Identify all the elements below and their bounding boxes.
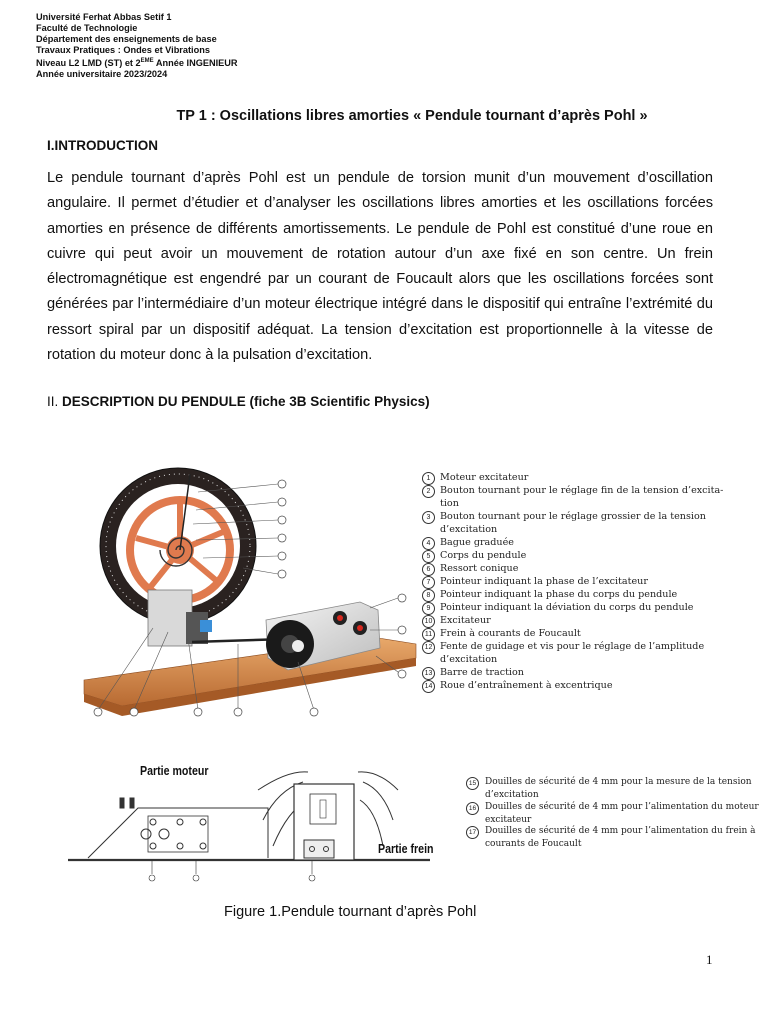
legend-number-badge: 14 bbox=[422, 680, 435, 693]
legend-number-badge: 17 bbox=[466, 826, 479, 839]
legend-text-continuation: excitateur bbox=[485, 814, 532, 825]
legend-text-continuation: d’excitation bbox=[485, 790, 539, 800]
legend-text: Excitateur bbox=[440, 614, 491, 626]
legend-item bbox=[422, 537, 723, 550]
document-title: TP 1 : Oscillations libres amorties « Pendule tournant d’après Pohl » bbox=[176, 108, 648, 124]
legend-text-continuation: d’excitation bbox=[440, 653, 498, 665]
legend-item bbox=[422, 680, 723, 693]
introduction-paragraph: Le pendule tournant d’après Pohl est un pendule de torsion munit d’un mouvement d’oscillation angulaire. Il permet d’étudier et d’analyser les oscillations libres amorties et les oscillations forcées amorties en présence de différents amortissements. Le pendule de Pohl est constitué d’une roue en cuivre qui peut avoir un mouvement de rotation autour d’un axe fixé en son centre. Un frein électromagnétique est engendré par un courant de Foucault alors que les oscillations forcées sont générées par l’intermédiaire d’un moteur électrique intégré dans le dispositif qui entraîne l’extrémité du ressort spiral par un dispositif adéquat. La tension d’excitation est proportionnelle à la vitesse de rotation du moteur donc à la pulsation d’excitation. bbox=[47, 170, 713, 364]
legend-number-badge: 9 bbox=[422, 602, 435, 615]
components-legend bbox=[422, 472, 723, 693]
legend-text: Douilles de sécurité de 4 mm pour l’alimentation du frein à bbox=[485, 826, 756, 837]
legend-text: Pointeur indiquant la déviation du corps du pendule bbox=[440, 601, 694, 613]
legend-number-badge: 5 bbox=[422, 550, 435, 563]
legend-text: Barre de traction bbox=[440, 666, 524, 678]
legend-text: Fente de guidage et vis pour le réglage de l’amplitude bbox=[440, 640, 705, 652]
level-line: Niveau L2 LMD (ST) et 2EME Année INGENIEUR bbox=[36, 58, 238, 69]
legend-text: Ressort conique bbox=[440, 562, 519, 574]
legend-text-continuation: courants de Foucault bbox=[485, 839, 582, 850]
legend-item bbox=[422, 472, 723, 485]
legend-item bbox=[422, 485, 723, 498]
legend-item bbox=[422, 589, 723, 602]
legend-number-badge: 10 bbox=[422, 615, 435, 628]
page-number: 1 bbox=[706, 952, 713, 967]
institution-header bbox=[36, 12, 238, 80]
legend-text: Bouton tournant pour le réglage fin de la tension d’excita- bbox=[440, 485, 724, 496]
brake-part-label: Partie frein bbox=[378, 842, 434, 856]
legend-item bbox=[466, 777, 759, 790]
legend-text: Bague graduée bbox=[440, 536, 514, 548]
legend-item bbox=[422, 576, 723, 589]
faculty-line: Faculté de Technologie bbox=[36, 23, 138, 33]
legend-item bbox=[422, 602, 723, 615]
legend-number-badge: 7 bbox=[422, 576, 435, 589]
legend-item bbox=[422, 667, 723, 680]
legend-number-badge: 1 bbox=[422, 472, 435, 485]
legend-number-badge: 8 bbox=[422, 589, 435, 602]
pohl-pendulum-illustration bbox=[78, 462, 418, 732]
sockets-legend bbox=[466, 777, 759, 851]
academic-year-line: Année universitaire 2023/2024 bbox=[36, 69, 168, 80]
legend-text: Corps du pendule bbox=[440, 549, 527, 561]
legend-text-continuation: tion bbox=[440, 498, 459, 509]
legend-number-badge: 3 bbox=[422, 511, 435, 524]
legend-item bbox=[422, 628, 723, 641]
legend-item bbox=[422, 511, 723, 524]
legend-number-badge: 15 bbox=[466, 777, 479, 790]
legend-item bbox=[466, 826, 759, 839]
legend-text: Douilles de sécurité de 4 mm pour la mesure de la tension bbox=[485, 777, 752, 787]
legend-item bbox=[422, 641, 723, 654]
legend-item bbox=[466, 802, 759, 815]
legend-text: Bouton tournant pour le réglage grossier de la tension bbox=[440, 510, 706, 522]
legend-number-badge: 6 bbox=[422, 563, 435, 576]
legend-text: Pointeur indiquant la phase de l’excitateur bbox=[440, 575, 648, 587]
legend-item bbox=[422, 615, 723, 628]
legend-item bbox=[422, 563, 723, 576]
legend-text: Frein à courants de Foucault bbox=[440, 627, 581, 639]
motor-brake-schematic bbox=[58, 750, 438, 895]
legend-text: Moteur excitateur bbox=[440, 472, 529, 483]
university-line: Université Ferhat Abbas Setif 1 bbox=[36, 12, 172, 22]
section-heading-introduction: I.INTRODUCTION bbox=[47, 138, 158, 153]
legend-number-badge: 16 bbox=[466, 802, 479, 815]
department-line: Département des enseignements de base bbox=[36, 34, 217, 44]
legend-text: Douilles de sécurité de 4 mm pour l’alimentation du moteur bbox=[485, 801, 759, 812]
figure-caption: Figure 1.Pendule tournant d’après Pohl bbox=[224, 904, 477, 920]
course-line: Travaux Pratiques : Ondes et Vibrations bbox=[36, 45, 210, 55]
section-heading-description: II. DESCRIPTION DU PENDULE (fiche 3B Scientific Physics) bbox=[47, 394, 430, 409]
legend-number-badge: 13 bbox=[422, 667, 435, 680]
legend-text-continuation: d’excitation bbox=[440, 523, 498, 535]
legend-text: Pointeur indiquant la phase du corps du pendule bbox=[440, 588, 678, 600]
legend-number-badge: 11 bbox=[422, 628, 435, 641]
legend-item bbox=[422, 550, 723, 563]
legend-number-badge: 2 bbox=[422, 485, 435, 498]
motor-part-label: Partie moteur bbox=[140, 764, 209, 778]
legend-number-badge: 4 bbox=[422, 537, 435, 550]
legend-text: Roue d’entraînement à excentrique bbox=[440, 679, 613, 691]
legend-number-badge: 12 bbox=[422, 641, 435, 654]
